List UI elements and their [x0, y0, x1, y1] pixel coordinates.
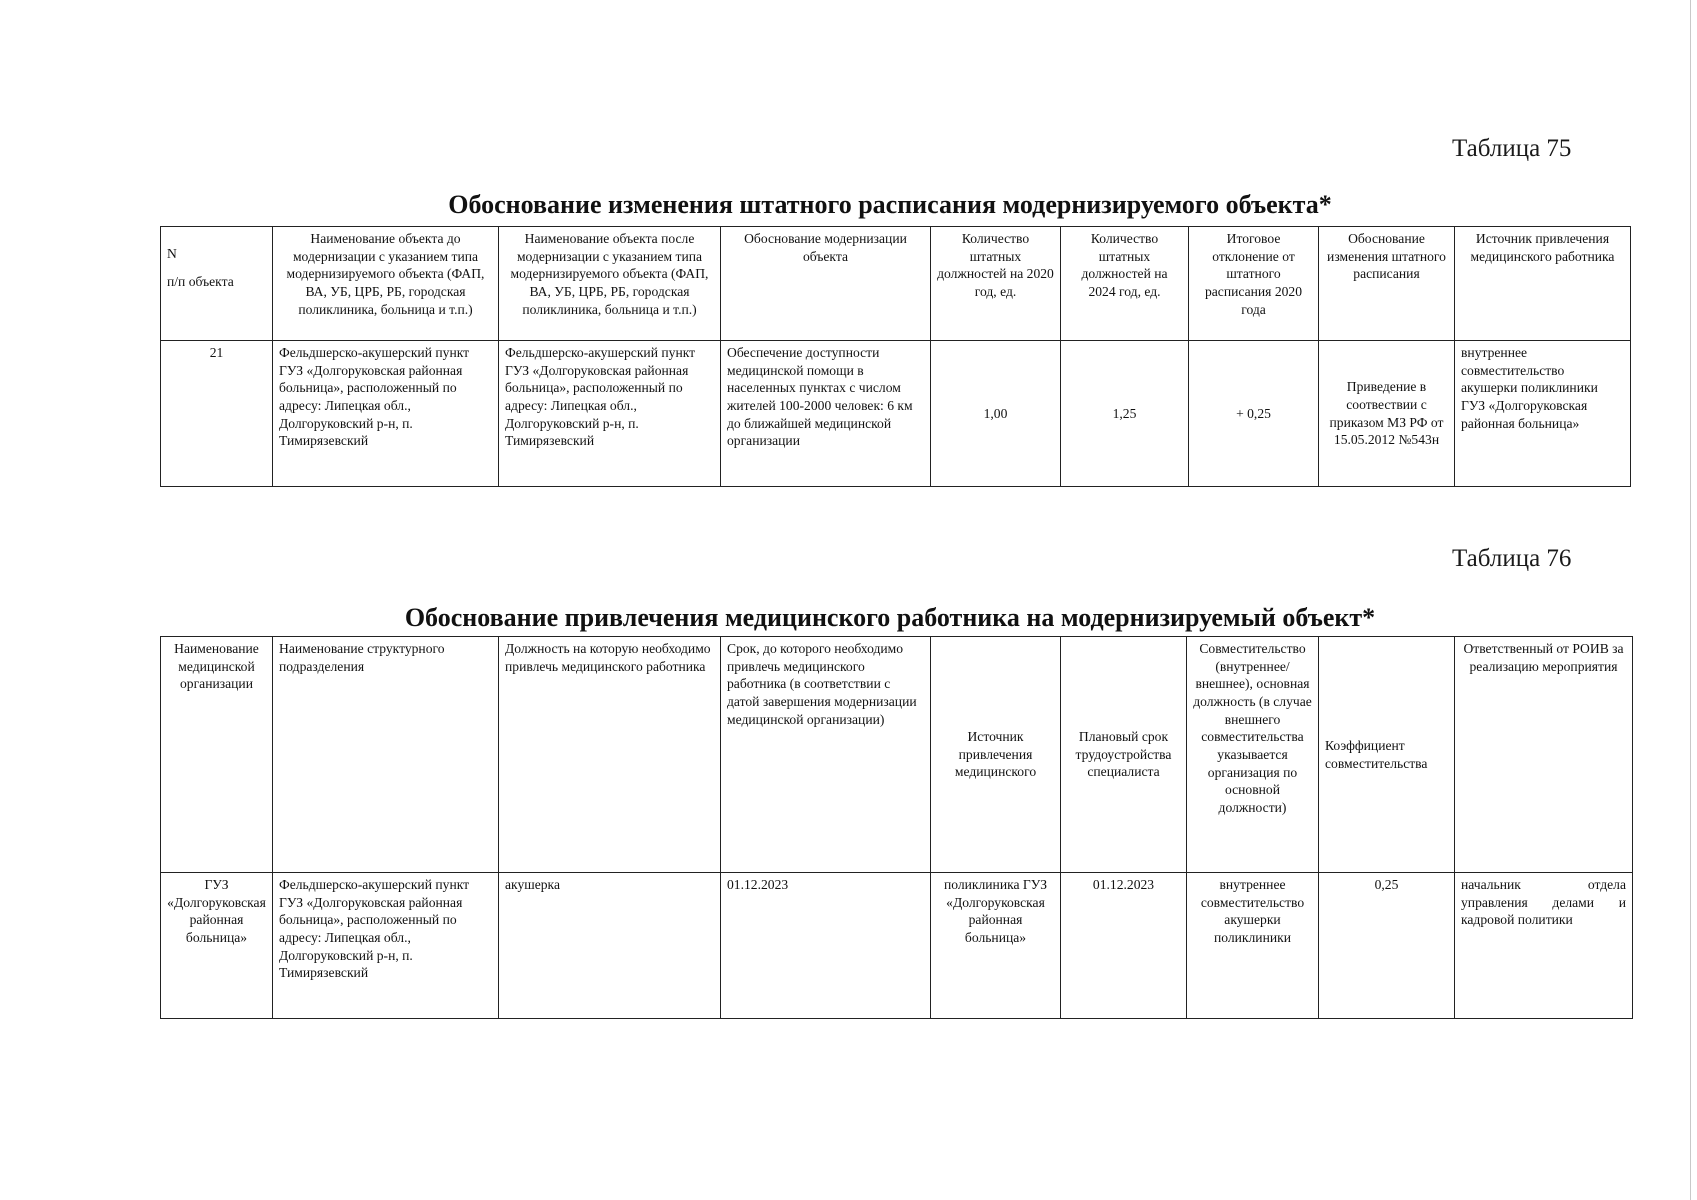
cell-unit: Фельдшерско-акушерский пункт ГУЗ «Долгоруковская районная больница», расположенный по адресу: Липецкая обл., Долгоруковский р-н, п. Тимирязевский	[273, 873, 499, 1019]
header-num-line2: п/п объекта	[167, 273, 234, 289]
cell-deviation: + 0,25	[1189, 341, 1319, 487]
header-combo: Совместительство (внутреннее/внешнее), основная должность (в случае внешнего совместительства указывается организация по основной должности)	[1187, 637, 1319, 873]
header-org: Наименование медицинской организации	[161, 637, 273, 873]
header-deviation: Итоговое отклонение от штатного расписания 2020 года	[1189, 227, 1319, 341]
table-76-label: Таблица 76	[1452, 545, 1572, 572]
table-76-header-row	[161, 637, 1633, 873]
cell-org: ГУЗ «Долгоруковская районная больница»	[161, 873, 273, 1019]
header-reason: Обоснование модернизации объекта	[721, 227, 931, 341]
cell-reason: Обеспечение доступности медицинской помощи в населенных пунктах с числом жителей 100-2000 человек: 6 км до ближайшей медицинской организации	[721, 341, 931, 487]
cell-source-76: поликлиника ГУЗ «Долгоруковская районная больница»	[931, 873, 1061, 1019]
header-source: Источник привлечения медицинского работника	[1455, 227, 1631, 341]
header-change-reason: Обоснование изменения штатного расписания	[1319, 227, 1455, 341]
cell-staff-2024: 1,25	[1061, 341, 1189, 487]
cell-planned: 01.12.2023	[1061, 873, 1187, 1019]
table-75-header-row	[161, 227, 1631, 341]
header-after: Наименование объекта после модернизации с указанием типа модернизируемого объекта (ФАП, ВА, УБ, ЦРБ, РБ, городская поликлиника, больница и т.п.)	[499, 227, 721, 341]
table-75	[160, 226, 1631, 487]
cell-combo: внутреннее совместительство акушерки поликлиники	[1187, 873, 1319, 1019]
table-76	[160, 636, 1633, 1019]
header-before: Наименование объекта до модернизации с указанием типа модернизируемого объекта (ФАП, ВА, УБ, ЦРБ, РБ, городская поликлиника, больница и т.п.)	[273, 227, 499, 341]
header-responsible: Ответственный от РОИВ за реализацию мероприятия	[1455, 637, 1633, 873]
cell-responsible: начальник отдела управления делами и кадровой политики	[1455, 873, 1633, 1019]
table-76-title: Обоснование привлечения медицинского работника на модернизируемый объект*	[404, 603, 1376, 632]
table-75-label: Таблица 75	[1452, 135, 1572, 162]
header-staff-2024: Количество штатных должностей на 2024 год, ед.	[1061, 227, 1189, 341]
header-staff-2020: Количество штатных должностей на 2020 год, ед.	[931, 227, 1061, 341]
cell-before: Фельдшерско-акушерский пункт ГУЗ «Долгоруковская районная больница», расположенный по адресу: Липецкая обл., Долгоруковский р-н, п. Тимирязевский	[273, 341, 499, 487]
cell-num: 21	[161, 341, 273, 487]
cell-after: Фельдшерско-акушерский пункт ГУЗ «Долгоруковская районная больница», расположенный по адресу: Липецкая обл., Долгоруковский р-н, п. Тимирязевский	[499, 341, 721, 487]
page-edge	[1690, 0, 1691, 1200]
header-position: Должность на которую необходимо привлечь медицинского работника	[499, 637, 721, 873]
table-row	[161, 873, 1633, 1019]
header-coef: Коэффициент совместительства	[1319, 637, 1455, 873]
table-row	[161, 341, 1631, 487]
table-75-title: Обоснование изменения штатного расписания модернизируемого объекта*	[448, 190, 1332, 219]
header-deadline: Срок, до которого необходимо привлечь медицинского работника (в соответствии с датой завершения модернизации медицинской организации)	[721, 637, 931, 873]
header-num	[161, 227, 273, 341]
header-source-76: Источник привлечения медицинского	[931, 637, 1061, 873]
cell-change-reason: Приведение в соотвествии с приказом МЗ РФ от 15.05.2012 №543н	[1319, 341, 1455, 487]
cell-deadline: 01.12.2023	[721, 873, 931, 1019]
cell-position: акушерка	[499, 873, 721, 1019]
cell-source: внутреннее совместительство акушерки поликлиники ГУЗ «Долгоруковская районная больница»	[1455, 341, 1631, 487]
header-num-line1: N	[167, 246, 177, 261]
header-planned: Плановый срок трудоустройства специалиста	[1061, 637, 1187, 873]
cell-staff-2020: 1,00	[931, 341, 1061, 487]
cell-coef: 0,25	[1319, 873, 1455, 1019]
header-unit: Наименование структурного подразделения	[273, 637, 499, 873]
